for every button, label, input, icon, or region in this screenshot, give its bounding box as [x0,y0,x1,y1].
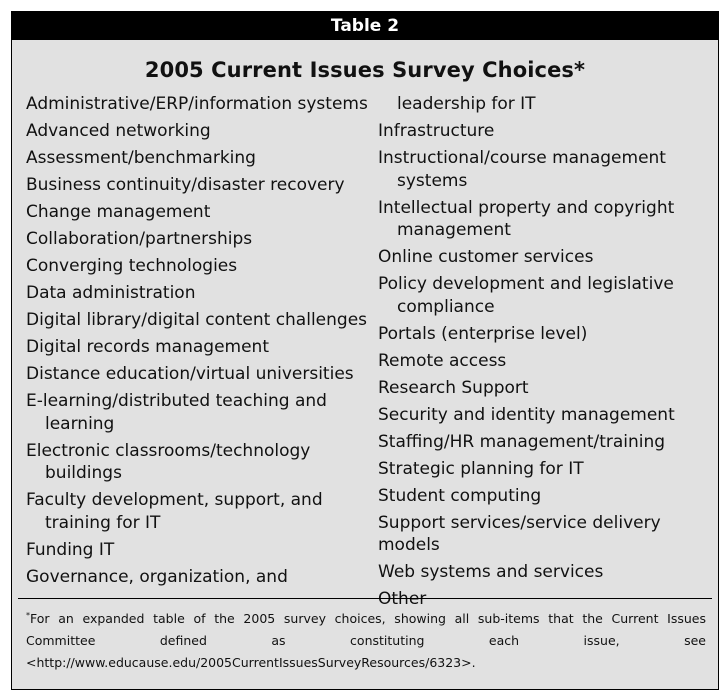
list-item [378,431,718,454]
list-item [378,404,718,427]
item-text: Intellectual property and copyright [378,197,675,218]
list-item [378,197,718,242]
list-item [26,120,376,143]
list-item [26,255,376,278]
item-text: Funding IT [26,539,115,560]
item-text: Digital library/digital content challenges [26,310,368,330]
item-text: Faculty development, support, and [26,490,323,510]
item-text: Support services/service delivery models [378,512,661,555]
item-continuation: management [397,220,511,240]
list-item [26,566,376,589]
list-item [26,363,376,386]
item-text: Online customer services [378,247,594,267]
item-continuation: leadership for IT [397,94,536,114]
item-text: Remote access [378,350,507,371]
item-text: E-learning/distributed teaching and [26,391,327,411]
list-item [378,93,718,116]
item-text: Administrative/ERP/information systems [26,94,368,114]
footnote [26,605,706,674]
item-text: Converging technologies [26,256,238,276]
item-text: Change management [26,202,211,222]
item-text: Other [378,589,427,609]
list-item [378,561,718,584]
list-item [26,309,376,332]
footnote-text: For an expanded table of the 2005 survey choices, showing all sub-items that the Current Issues Committee defined as constituting each issue, see <http://www.educause.edu/2005CurrentIssuesSurveyResources/6323>. [26,611,706,671]
item-text: Data administration [26,283,196,303]
item-text: Strategic planning for IT [378,458,584,479]
item-text: Advanced networking [26,121,211,141]
list-item [378,323,718,346]
list-item [26,539,376,562]
list-item [26,336,376,359]
list-item [26,147,376,170]
item-text: Instructional/course management [378,148,666,168]
list-item [378,512,718,557]
footnote-divider [18,598,712,599]
item-text: Web systems and services [378,562,604,582]
list-item [378,458,718,481]
table-title: 2005 Current Issues Survey Choices* [144,58,586,82]
list-item [26,228,376,251]
list-item [378,485,718,508]
table-label: Table 2 [12,12,718,40]
left-column [26,93,376,593]
item-text: Policy development and legislative [378,274,674,294]
table-frame [11,11,719,690]
item-continuation: systems [397,170,468,191]
item-continuation: training for IT [45,512,161,533]
item-text: Business continuity/disaster recovery [26,175,345,195]
item-text: Digital records management [26,337,269,357]
item-continuation: compliance [397,296,495,317]
item-text: Electronic classrooms/technology [26,440,311,461]
item-text: Security and identity management [378,404,675,425]
list-item [26,93,376,116]
list-item [26,201,376,224]
list-item [378,273,718,318]
item-text: Portals (enterprise level) [378,323,588,344]
list-item [378,120,718,143]
list-item [26,390,376,435]
list-item [378,350,718,373]
item-text: Collaboration/partnerships [26,229,253,249]
item-text: Staffing/HR management/training [378,431,666,452]
item-text: Assessment/benchmarking [26,148,256,168]
list-item [26,489,376,534]
list-item [378,147,718,192]
item-text: Student computing [378,485,542,506]
list-item [26,440,376,485]
right-column [378,93,718,615]
list-item [378,246,718,269]
list-item [26,174,376,197]
item-text: Infrastructure [378,121,495,141]
footnote-marker: * [26,611,30,620]
item-text: Distance education/virtual universities [26,364,354,384]
list-item [26,282,376,305]
item-text: Governance, organization, and [26,566,288,587]
item-continuation: buildings [45,463,122,483]
item-continuation: learning [45,413,115,434]
item-text: Research Support [378,377,529,398]
list-item [378,377,718,400]
